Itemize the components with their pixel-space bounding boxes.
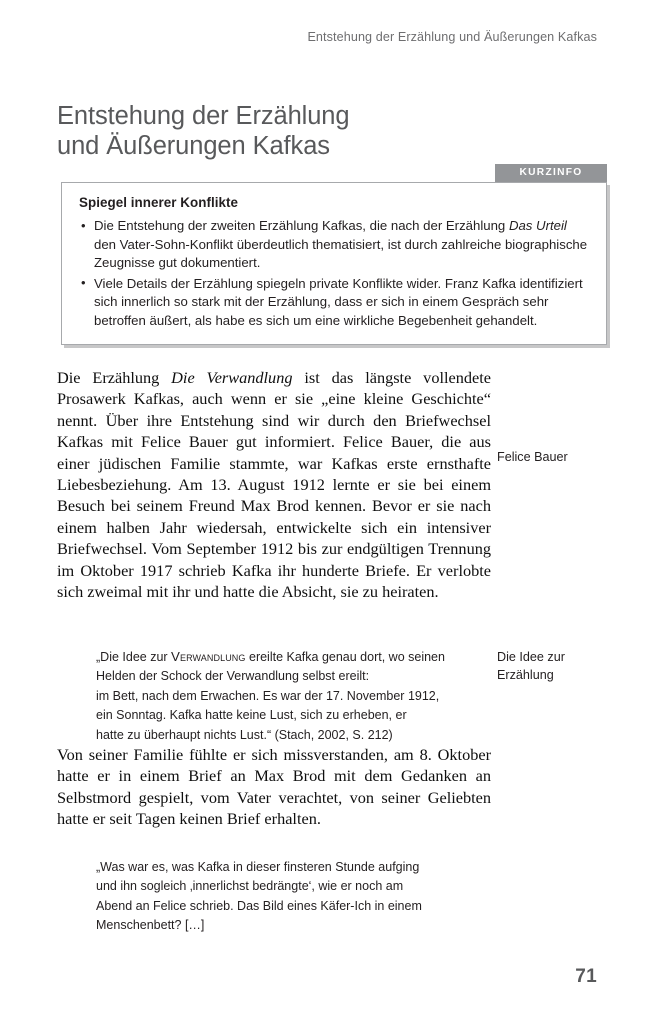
kurzinfo-box xyxy=(61,182,607,345)
blockquote-1-wrapper xyxy=(57,647,491,745)
page-title-line-2: und Äußerungen Kafkas xyxy=(57,132,330,161)
margin-note-idee-zur-erzaehlung xyxy=(497,649,637,684)
kurzinfo-bullet-list xyxy=(79,217,590,331)
body-paragraph-2-wrapper xyxy=(57,744,491,830)
blockquote-2-line-3: Abend an Felice schrieb. Das Bild eines Käfer-Ich in einem xyxy=(96,898,422,913)
blockquote-1-smallcaps: Verwandlung xyxy=(171,649,246,664)
blockquote-1-line-2: Helden der Schock der Verwandlung selbst ereilt: xyxy=(96,669,370,684)
blockquote-1 xyxy=(57,647,491,745)
list-item-text-part-2: den Vater-Sohn-Konflikt überdeutlich thematisiert, ist durch zahlreiche biographische Zeugnisse gut dokumentiert. xyxy=(94,236,588,271)
paragraph-1-part-2: ist das längste vollendete Prosawerk Kafkas, auch wenn er sie „eine kleine Geschichte“ nennt. Über ihre Entstehung sind wir durch den Briefwechsel Kafkas mit Felice Bauer gut informiert. Felice Bauer, die aus einer jüdischen Familie stammte, war Kafkas erste ernsthafte Liebesbeziehung. Am 13. August 1912 lernte er sie bei einem Besuch bei seinem Freund Max Brod kennen. Bevor er sie nach einem halben Jahr wiedersah, entwickelte sich ein intensiver Briefwechsel. Vom September 1912 bis zur endgültigen Trennung im Oktober 1917 schrieb Kafka ihr hunderte Briefe. Er verlobte sich zweimal mit ihr und hatte die Absicht, sie zu heiraten. xyxy=(57,368,491,602)
bullet-icon: • xyxy=(81,217,86,233)
list-item-text-part-1: Viele Details der Erzählung spiegeln private Konflikte wider. Franz Kafka identifiziert sich innerlich so stark mit der Erzählung, dass er sich in einem Gespräch sehr betroffen äußert, als habe es sich um eine wirkliche Begebenheit gehandelt. xyxy=(94,275,583,328)
kurzinfo-badge: KURZINFO xyxy=(495,164,607,182)
blockquote-2-line-2: und ihn sogleich ‚innerlichst bedrängte‘, wie er noch am xyxy=(96,879,404,894)
list-item xyxy=(79,275,590,331)
body-paragraph-2: Von seiner Familie fühlte er sich missverstanden, am 8. Oktober hatte er in einem Brief an Max Brod mit dem Gedanken an Selbstmord gespielt, vom Vater verachtet, von seiner Geliebten hatte er seit Tagen keinen Brief erhalten. xyxy=(57,745,491,829)
margin-note-felice-bauer-wrapper xyxy=(497,449,637,467)
list-item-text-italic: Das Urteil xyxy=(508,218,567,233)
margin-note-idee-wrapper xyxy=(497,649,637,684)
blockquote-1-line-1-rest: ereilte Kafka genau dort, wo seinen xyxy=(245,650,445,664)
blockquote-1-line-3: im Bett, nach dem Erwachen. Es war der 17. November 1912, xyxy=(96,688,440,703)
body-paragraph-1 xyxy=(57,367,491,602)
body-paragraph-1-wrapper xyxy=(57,367,491,602)
list-item-text-part-1: Die Entstehung der zweiten Erzählung Kafkas, die nach der Erzählung xyxy=(94,218,509,233)
page-title xyxy=(57,101,537,161)
margin-note-line: Felice Bauer xyxy=(497,450,568,464)
paragraph-1-italic-title: Die Verwandlung xyxy=(171,368,293,387)
margin-note-felice-bauer xyxy=(497,449,637,467)
blockquote-2 xyxy=(57,858,491,936)
blockquote-1-line-5: hatte zu überhaupt nichts Lust.“ (Stach, 2002, S. 212) xyxy=(96,727,393,742)
kurzinfo-box-title: Spiegel innerer Konflikte xyxy=(79,195,238,210)
page-title-line-1: Entstehung der Erzählung xyxy=(57,102,350,131)
margin-note-line: Die Idee zur xyxy=(497,650,565,664)
running-head: Entstehung der Erzählung und Äußerungen Kafkas xyxy=(307,30,597,44)
blockquote-2-wrapper xyxy=(57,858,491,936)
blockquote-1-open: „Die Idee zur xyxy=(96,650,172,664)
blockquote-1-line-1 xyxy=(96,647,491,667)
list-item xyxy=(79,217,590,273)
blockquote-2-line-1: „Was war es, was Kafka in dieser finsteren Stunde aufging xyxy=(96,860,420,874)
paragraph-1-part-1: Die Erzählung xyxy=(57,368,172,387)
page-number: 71 xyxy=(575,966,597,987)
blockquote-2-line-4: Menschenbett? […] xyxy=(96,918,205,933)
bullet-icon: • xyxy=(81,275,86,291)
blockquote-1-line-4: ein Sonntag. Kafka hatte keine Lust, sich zu erheben, er xyxy=(96,708,407,723)
margin-note-line: Erzählung xyxy=(497,667,554,682)
